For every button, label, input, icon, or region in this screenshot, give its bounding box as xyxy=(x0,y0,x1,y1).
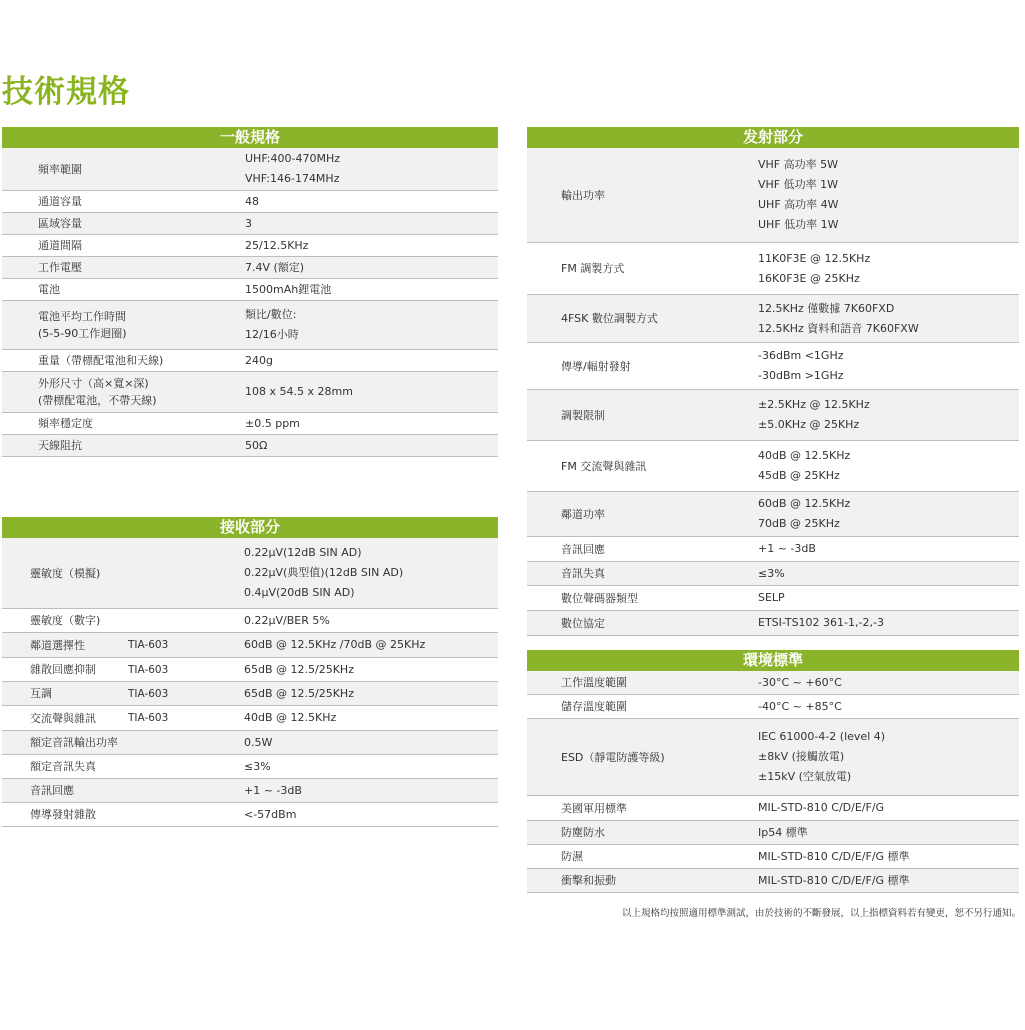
spec-label-lines xyxy=(30,806,96,823)
spec-label-text: 傳導/輻射發射 xyxy=(561,359,631,373)
spec-label-text: ESD（靜電防護等級) xyxy=(561,750,665,764)
spec-label xyxy=(2,148,245,190)
spec-label-lines xyxy=(561,458,646,475)
general-spec-row xyxy=(2,413,498,435)
transmit-spec-row xyxy=(527,441,1019,492)
spec-values xyxy=(758,586,785,610)
spec-value: SELP xyxy=(758,591,785,604)
spec-values xyxy=(758,148,839,242)
spec-label-text: 靈敏度（模擬) xyxy=(30,566,101,580)
spec-label xyxy=(2,191,245,212)
environment-spec-rows xyxy=(527,671,1019,893)
spec-label xyxy=(527,441,758,491)
spec-value: MIL-STD-810 C/D/E/F/G 標準 xyxy=(758,873,910,887)
spec-label-text: 輸出功率 xyxy=(561,188,605,202)
receive-spec-rows xyxy=(2,538,498,827)
spec-label xyxy=(2,213,245,234)
spec-label-lines xyxy=(561,749,665,766)
spec-label xyxy=(527,343,758,389)
spec-label-text: 調製限制 xyxy=(561,408,605,422)
spec-value: 60dB @ 12.5KHz xyxy=(758,497,851,510)
spec-value: VHF 低功率 1W xyxy=(758,178,838,191)
spec-label-lines xyxy=(561,407,605,424)
spec-value: ±0.5 ppm xyxy=(245,416,300,430)
spec-value: 3 xyxy=(245,216,252,230)
spec-label-lines xyxy=(561,800,627,817)
spec-label xyxy=(527,611,758,635)
spec-value: 45dB @ 25KHz xyxy=(758,469,840,482)
spec-label-text: 工作溫度範圍 xyxy=(561,676,627,689)
spec-value: 108 x 54.5 x 28mm xyxy=(245,385,353,398)
spec-label xyxy=(527,562,758,585)
spec-values xyxy=(244,731,272,754)
spec-value: 0.22μV(12dB SIN AD) xyxy=(244,546,362,559)
spec-label-lines xyxy=(38,215,82,232)
spec-label xyxy=(2,350,245,371)
spec-label-text: 鄰道選擇性 xyxy=(30,638,85,652)
spec-value: 7.4V (額定) xyxy=(245,260,305,274)
spec-label xyxy=(527,845,758,868)
spec-value: -30dBm >1GHz xyxy=(758,369,844,382)
spec-values xyxy=(245,191,259,212)
spec-value: 12.5KHz 僅數據 7K60FXD xyxy=(758,301,895,315)
spec-label xyxy=(2,779,128,802)
spec-value: ETSI-TS102 361-1,-2,-3 xyxy=(758,616,884,629)
spec-label-text: 通道間隔 xyxy=(38,239,82,252)
spec-label xyxy=(527,390,758,440)
spec-label-lines xyxy=(561,187,605,204)
spec-value: 70dB @ 25KHz xyxy=(758,517,840,530)
spec-value: 48 xyxy=(245,194,259,208)
spec-label-lines xyxy=(561,506,605,523)
spec-label-text: FM 調製方式 xyxy=(561,262,625,275)
spec-label-lines xyxy=(38,352,163,369)
receive-spec-header: 接收部分 xyxy=(2,517,498,538)
spec-label-text: 電池平均工作時間 xyxy=(38,310,126,323)
spec-label-text: 鄰道功率 xyxy=(561,507,605,521)
environment-spec-row xyxy=(527,869,1019,893)
receive-spec-row xyxy=(2,682,498,706)
spec-label-lines xyxy=(38,259,82,276)
spec-values xyxy=(758,243,870,294)
general-spec-row xyxy=(2,372,498,413)
spec-label-text: (5-5-90工作迴圈) xyxy=(38,327,127,340)
spec-label-lines xyxy=(561,358,631,375)
spec-values xyxy=(245,279,331,300)
spec-label-text: 工作電壓 xyxy=(38,261,82,274)
spec-label xyxy=(2,279,245,300)
spec-value: UHF 低功率 1W xyxy=(758,218,839,231)
spec-label-lines xyxy=(38,193,82,210)
spec-values xyxy=(244,609,330,632)
spec-label-lines xyxy=(561,698,627,715)
spec-label-lines xyxy=(561,615,605,632)
spec-values xyxy=(244,538,403,608)
spec-value: 0.22μV(典型值)(12dB SIN AD) xyxy=(244,566,404,579)
spec-standard-note xyxy=(128,609,244,632)
spec-value: ±5.0KHz @ 25KHz xyxy=(758,418,860,431)
spec-label-text: 頻率範圍 xyxy=(38,162,82,176)
spec-values xyxy=(245,372,353,412)
spec-label-lines xyxy=(561,872,616,889)
spec-values xyxy=(244,633,425,657)
spec-label-text: 電池 xyxy=(38,283,60,296)
environment-spec-row xyxy=(527,845,1019,869)
receive-spec-row xyxy=(2,779,498,803)
spec-value: MIL-STD-810 C/D/E/F/G xyxy=(758,801,885,814)
general-spec-row xyxy=(2,213,498,235)
spec-label xyxy=(527,586,758,610)
spec-label-text: 交流聲與雜訊 xyxy=(30,711,96,725)
spec-label xyxy=(2,633,128,657)
spec-label xyxy=(527,796,758,820)
spec-value: 類比/數位: xyxy=(245,308,297,321)
spec-values xyxy=(758,869,910,892)
spec-label-text: 通道容量 xyxy=(38,195,82,208)
spec-values xyxy=(758,441,850,491)
spec-value: -36dBm <1GHz xyxy=(758,349,844,362)
spec-standard-note xyxy=(128,731,244,754)
spec-standard-note xyxy=(128,779,244,802)
spec-label-lines xyxy=(30,565,100,582)
spec-values xyxy=(244,779,302,802)
spec-value: <-57dBm xyxy=(244,807,297,821)
spec-label-text: 外形尺寸（高×寬×深) xyxy=(38,377,149,390)
spec-value: VHF 高功率 5W xyxy=(758,158,838,171)
spec-value: 12.5KHz 資料和語音 7K60FXW xyxy=(758,321,919,335)
spec-label xyxy=(2,609,128,632)
spec-label-lines xyxy=(38,415,93,432)
spec-label-lines xyxy=(561,310,658,327)
spec-label-lines xyxy=(30,612,100,629)
spec-label-text: 防塵防水 xyxy=(561,826,605,839)
spec-label-text: 數位聲碼器類型 xyxy=(561,591,638,605)
spec-label-lines xyxy=(561,674,627,691)
receive-spec-section xyxy=(2,517,498,827)
spec-label-text: 音訊失真 xyxy=(561,567,605,580)
spec-value: ≤3% xyxy=(244,759,271,773)
transmit-spec-row xyxy=(527,243,1019,295)
transmit-spec-row xyxy=(527,562,1019,586)
transmit-spec-row xyxy=(527,611,1019,636)
spec-value: UHF:400-470MHz xyxy=(245,152,340,165)
spec-label xyxy=(527,671,758,694)
spec-value: +1 ~ -3dB xyxy=(758,542,816,555)
spec-label-text: 防濕 xyxy=(561,850,583,863)
spec-values xyxy=(245,413,300,434)
spec-label xyxy=(2,413,245,434)
spec-value: UHF 高功率 4W xyxy=(758,198,839,211)
spec-values xyxy=(244,682,354,705)
receive-spec-row xyxy=(2,803,498,827)
spec-value: ±15kV (空氣放電) xyxy=(758,770,852,783)
general-spec-row xyxy=(2,148,498,191)
spec-standard-note xyxy=(128,538,244,608)
spec-label xyxy=(2,435,245,456)
general-spec-row xyxy=(2,279,498,301)
receive-spec-row xyxy=(2,755,498,779)
spec-values xyxy=(758,611,884,635)
spec-values xyxy=(245,350,273,371)
spec-value: VHF:146-174MHz xyxy=(245,172,340,185)
spec-standard-note xyxy=(128,755,244,778)
spec-value: 40dB @ 12.5KHz xyxy=(244,711,337,724)
spec-value: -30°C ~ +60°C xyxy=(758,675,842,689)
spec-label xyxy=(2,706,128,730)
spec-label xyxy=(527,148,758,242)
receive-spec-row xyxy=(2,633,498,658)
spec-label-lines xyxy=(561,848,583,865)
spec-label-lines xyxy=(38,237,82,254)
spec-value: 1500mAh鋰電池 xyxy=(245,282,332,296)
general-spec-header: 一般規格 xyxy=(2,127,498,148)
spec-values xyxy=(244,658,354,681)
spec-standard-note: TIA-603 xyxy=(128,663,169,676)
spec-value: 60dB @ 12.5KHz /70dB @ 25KHz xyxy=(244,638,426,651)
transmit-spec-section xyxy=(527,127,1019,636)
spec-label-text: (帶標配電池，不帶天線) xyxy=(38,394,157,407)
spec-value: 11K0F3E @ 12.5KHz xyxy=(758,251,871,265)
spec-label-text: 音訊回應 xyxy=(561,542,605,556)
spec-values xyxy=(758,695,842,718)
receive-spec-row xyxy=(2,706,498,731)
spec-label-lines xyxy=(38,281,60,298)
spec-label xyxy=(2,755,128,778)
spec-label xyxy=(2,372,245,412)
spec-label-text: 4FSK 數位調製方式 xyxy=(561,312,658,325)
spec-label-lines xyxy=(30,685,52,702)
spec-label xyxy=(2,682,128,705)
spec-values xyxy=(244,755,271,778)
spec-label xyxy=(2,731,128,754)
general-spec-row xyxy=(2,191,498,213)
environment-spec-row xyxy=(527,695,1019,719)
transmit-spec-row xyxy=(527,492,1019,537)
spec-label-text: 額定音訊輸出功率 xyxy=(30,736,118,749)
spec-label xyxy=(527,695,758,718)
spec-label-lines xyxy=(30,661,96,678)
spec-label-text: 天線阻抗 xyxy=(38,439,82,452)
transmit-spec-row xyxy=(527,295,1019,343)
spec-label-text: 頻率穩定度 xyxy=(38,417,93,430)
spec-label-text: 傳導發射雜散 xyxy=(30,808,96,821)
spec-value: 65dB @ 12.5/25KHz xyxy=(244,686,354,700)
spec-values xyxy=(758,295,919,342)
spec-value: 25/12.5KHz xyxy=(245,238,309,252)
spec-value: 240g xyxy=(245,353,273,367)
general-spec-row xyxy=(2,301,498,350)
general-spec-rows xyxy=(2,148,498,457)
spec-values xyxy=(244,706,336,730)
general-spec-row xyxy=(2,435,498,457)
spec-label-lines xyxy=(30,782,74,799)
spec-label-text: 衝擊和振動 xyxy=(561,874,616,887)
spec-value: 0.22μV/BER 5% xyxy=(244,613,330,627)
spec-values xyxy=(245,257,304,278)
spec-label-text: 儲存溫度範圍 xyxy=(561,700,627,713)
spec-value: IEC 61000-4-2 (level 4) xyxy=(758,730,886,743)
spec-value: ±8kV (接觸放電) xyxy=(758,750,845,763)
spec-label xyxy=(2,235,245,256)
spec-label-lines xyxy=(30,710,96,727)
spec-label-lines xyxy=(561,565,605,582)
spec-value: 12/16小時 xyxy=(245,328,299,341)
transmit-spec-row xyxy=(527,390,1019,441)
general-spec-section xyxy=(2,127,498,457)
spec-label xyxy=(2,257,245,278)
receive-spec-row xyxy=(2,538,498,609)
spec-label xyxy=(527,243,758,294)
spec-value: 40dB @ 12.5KHz xyxy=(758,449,851,462)
transmit-spec-row xyxy=(527,537,1019,562)
spec-values xyxy=(245,435,267,456)
spec-label-text: 互調 xyxy=(30,687,52,700)
spec-label xyxy=(2,301,245,349)
spec-value: ≤3% xyxy=(758,566,785,580)
spec-label-lines xyxy=(38,437,82,454)
spec-label-text: FM 交流聲與雜訊 xyxy=(561,459,647,473)
spec-label xyxy=(2,658,128,681)
spec-label xyxy=(2,538,128,608)
spec-value: MIL-STD-810 C/D/E/F/G 標準 xyxy=(758,849,910,863)
spec-label xyxy=(527,869,758,892)
spec-label-text: 音訊回應 xyxy=(30,784,74,797)
spec-values xyxy=(244,803,296,826)
transmit-spec-row xyxy=(527,343,1019,390)
spec-label-lines xyxy=(38,375,157,409)
spec-values xyxy=(758,796,884,820)
spec-label xyxy=(527,719,758,795)
environment-spec-header: 環境標準 xyxy=(527,650,1019,671)
spec-label-lines xyxy=(561,541,605,558)
spec-label-lines xyxy=(30,637,85,654)
transmit-spec-header: 发射部分 xyxy=(527,127,1019,148)
general-spec-row xyxy=(2,350,498,372)
spec-values xyxy=(758,390,870,440)
receive-spec-row xyxy=(2,658,498,682)
receive-spec-row xyxy=(2,731,498,755)
spec-value: 0.5W xyxy=(244,735,273,749)
page-title: 技術規格 xyxy=(2,74,130,110)
spec-label-lines xyxy=(38,161,82,178)
spec-label-lines xyxy=(30,734,118,751)
spec-value: ±2.5KHz @ 12.5KHz xyxy=(758,398,870,411)
spec-values xyxy=(758,671,842,694)
spec-label-text: 額定音訊失真 xyxy=(30,760,96,773)
spec-value: 65dB @ 12.5/25KHz xyxy=(244,662,354,676)
spec-label-lines xyxy=(38,308,127,342)
spec-label xyxy=(527,537,758,561)
spec-values xyxy=(245,213,252,234)
environment-spec-row xyxy=(527,719,1019,796)
spec-label-lines xyxy=(561,590,638,607)
spec-label xyxy=(2,803,128,826)
spec-label-text: 數位協定 xyxy=(561,616,605,630)
spec-label-text: 美國軍用標準 xyxy=(561,801,627,815)
spec-label xyxy=(527,821,758,844)
spec-label-text: 重量（帶標配電池和天線) xyxy=(38,354,164,367)
spec-label-lines xyxy=(30,758,96,775)
spec-value: 50Ω xyxy=(245,438,268,452)
transmit-spec-row xyxy=(527,586,1019,611)
spec-value: Ip54 標準 xyxy=(758,825,808,839)
transmit-spec-rows xyxy=(527,148,1019,636)
spec-value: +1 ~ -3dB xyxy=(244,783,302,797)
spec-label xyxy=(527,492,758,536)
general-spec-row xyxy=(2,257,498,279)
spec-label-text: 雜散回應抑制 xyxy=(30,663,96,676)
spec-standard-note: TIA-603 xyxy=(128,639,169,651)
spec-label-lines xyxy=(561,260,624,277)
spec-values xyxy=(758,719,885,795)
receive-spec-row xyxy=(2,609,498,633)
environment-spec-row xyxy=(527,671,1019,695)
spec-values xyxy=(758,537,816,561)
spec-value: -40°C ~ +85°C xyxy=(758,699,842,713)
spec-label xyxy=(527,295,758,342)
spec-values xyxy=(758,562,785,585)
spec-standard-note xyxy=(128,803,244,826)
spec-value: 16K0F3E @ 25KHz xyxy=(758,271,860,285)
spec-label-lines xyxy=(561,824,605,841)
transmit-spec-row xyxy=(527,148,1019,243)
general-spec-row xyxy=(2,235,498,257)
spec-values xyxy=(758,821,808,844)
spec-values xyxy=(245,235,308,256)
spec-label-text: 靈敏度（數字) xyxy=(30,614,101,627)
spec-standard-note: TIA-603 xyxy=(128,687,169,700)
environment-spec-row xyxy=(527,821,1019,845)
spec-values xyxy=(758,343,844,389)
spec-values xyxy=(758,845,910,868)
spec-values xyxy=(758,492,850,536)
spec-values xyxy=(245,301,299,349)
spec-standard-note: TIA-603 xyxy=(128,712,169,724)
environment-spec-row xyxy=(527,796,1019,821)
spec-label-text: 區域容量 xyxy=(38,217,82,230)
environment-spec-section xyxy=(527,650,1019,893)
footnote: 以上規格均按照適用標準測試，由於技術的不斷發展，以上指標資料若有變更，恕不另行通知。 xyxy=(621,908,1021,919)
spec-values xyxy=(245,148,340,190)
spec-value: 0.4μV(20dB SIN AD) xyxy=(244,586,355,599)
